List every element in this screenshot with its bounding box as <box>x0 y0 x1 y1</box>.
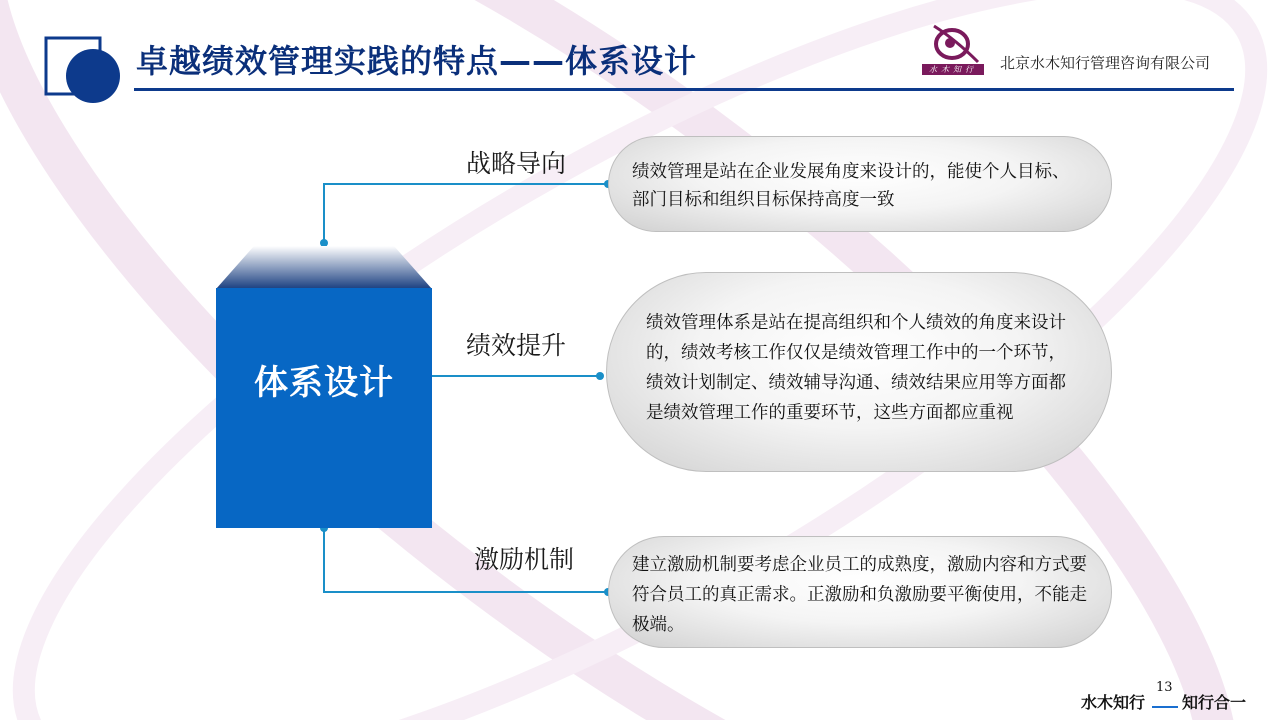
page-number-underline <box>1152 706 1178 708</box>
page-number: 13 <box>1156 680 1173 695</box>
branch-title-strategy: 战略导向 <box>466 149 567 178</box>
center-block <box>216 288 432 528</box>
center-block-label: 体系设计 <box>254 363 394 403</box>
bubble-text-performance: 绩效管理体系是站在提高组织和个人绩效的角度来设计的，绩效考核工作仅仅是绩效管理工作中的一个环节，绩效计划制定、绩效辅导沟通、绩效结果应用等方面都是绩效管理工作的重要环节，这些方面都应重视 <box>646 313 1066 423</box>
branch-title-performance: 绩效提升 <box>466 331 567 360</box>
logo-band: 水木知行 <box>922 64 984 75</box>
bubble-text-incentive: 建立激励机制要考虑企业员工的成熟度，激励内容和方式要符合员工的真正需求。正激励和负激励要平衡使用，不能走极端。 <box>632 555 1087 635</box>
company-name: 北京水木知行管理咨询有限公司 <box>1000 54 1211 72</box>
footer-slogan-left: 水木知行 <box>1081 693 1146 712</box>
block-top-face <box>216 246 432 290</box>
bubble-text-strategy: 绩效管理是站在企业发展角度来设计的，能使个人目标、部门目标和组织目标保持高度一致 <box>632 162 1070 210</box>
branch-title-incentive: 激励机制 <box>474 545 575 574</box>
footer-slogan-right: 知行合一 <box>1182 693 1247 712</box>
page-title: 卓越绩效管理实践的特点——体系设计 <box>136 42 698 80</box>
